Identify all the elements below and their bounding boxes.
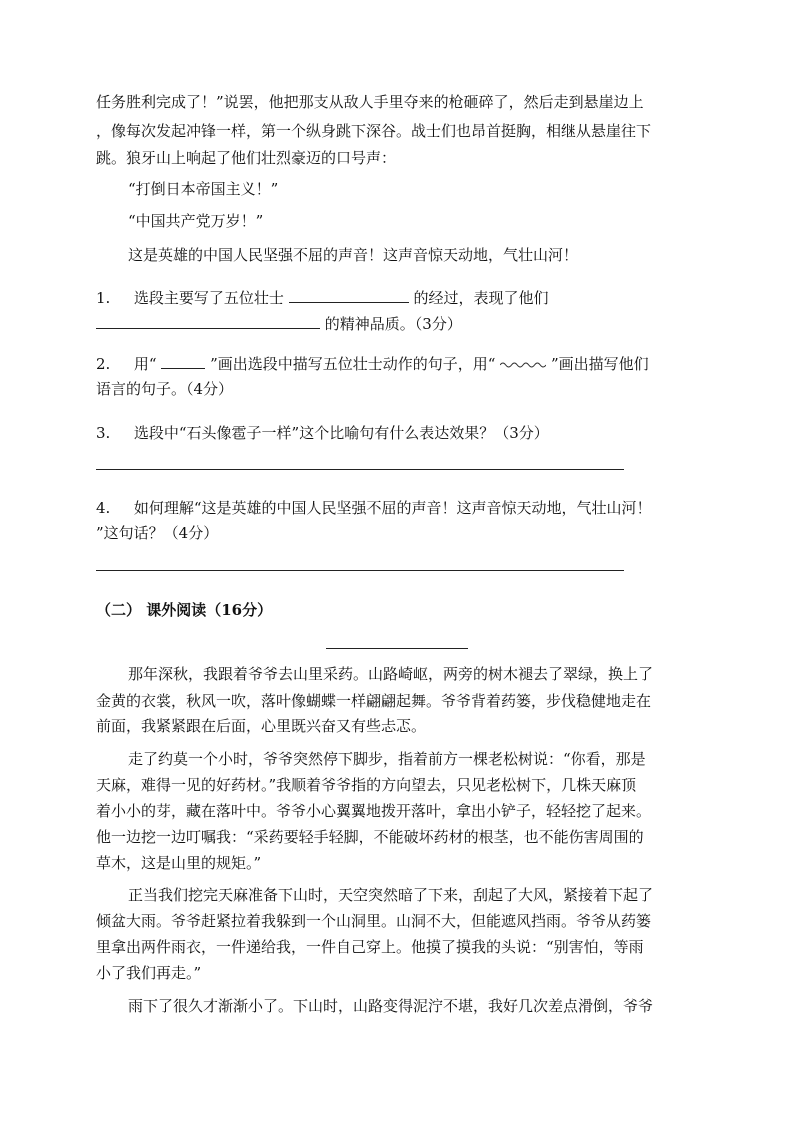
passage2-line: 天麻，难得一见的好药材。”我顺着爷爷指的方向望去，只见老松树下，几株天麻顶: [96, 776, 637, 794]
question-1: [96, 286, 696, 310]
title-blank[interactable]: [326, 648, 468, 649]
answer-blank[interactable]: [96, 314, 320, 329]
passage1-line: ，像每次发起冲锋一样，第一个纵身跳下深谷。战士们也昂首挺胸，相继从悬崖往下: [96, 122, 652, 140]
wavy-line-sample: [500, 359, 546, 369]
question-number: 1.: [96, 289, 111, 307]
passage1-line: 跳。狼牙山上响起了他们壮烈豪迈的口号声：: [96, 149, 397, 167]
passage2-line: 前面，我紧紧跟在后面，心里既兴奋又有些忐忑。: [96, 717, 427, 735]
question-1-cont: [96, 312, 696, 336]
question-4-cont: ”这句话？（4分）: [96, 524, 219, 542]
passage2-line: 正当我们挖完天麻准备下山时，天空突然暗了下来，刮起了大风，紧接着下起了: [128, 886, 654, 904]
question-text: 选段中“石头像雹子一样”这个比喻句有什么表达效果？（3分）: [133, 424, 549, 442]
passage2-line: 倾盆大雨。爷爷赶紧拉着我躲到一个山洞里。山洞不大，但能遮风挡雨。爷爷从药篓: [96, 912, 652, 930]
passage2-line: 走了约莫一个小时，爷爷突然停下脚步，指着前方一棵老松树说：“你看，那是: [128, 750, 646, 768]
question-text: ”画出描写他们: [551, 355, 649, 373]
question-number: 4.: [96, 499, 111, 517]
passage2-line: 雨下了很久才渐渐小了。下山时，山路变得泥泞不堪，我好几次差点滑倒，爷爷: [128, 997, 654, 1015]
question-2: [96, 352, 696, 376]
question-number: 3.: [96, 424, 111, 442]
question-3: [96, 421, 696, 445]
question-text: 如何理解“这是英雄的中国人民坚强不屈的声音！这声音惊天动地，气壮山河！: [133, 499, 652, 517]
passage2-line: 里拿出两件雨衣，一件递给我，一件自己穿上。他摸了摸我的头说：“别害怕，等雨: [96, 938, 644, 956]
passage1-closing: 这是英雄的中国人民坚强不屈的声音！这声音惊天动地，气壮山河！: [128, 246, 579, 264]
question-text: ”画出选段中描写五位壮士动作的句子，用“: [210, 355, 496, 373]
answer-line[interactable]: [96, 570, 624, 571]
passage2-line: 着小小的芽，藏在落叶中。爷爷小心翼翼地拨开落叶，拿出小铲子，轻轻挖了起来。: [96, 802, 652, 820]
question-text: 的精神品质。（3分）: [324, 315, 462, 333]
slogan-line: “打倒日本帝国主义！”: [128, 180, 279, 198]
passage2-line: 草木，这是山里的规矩。”: [96, 854, 262, 872]
passage1-line: 任务胜利完成了！”说罢，他把那支从敌人手里夺来的枪砸碎了，然后走到悬崖边上: [96, 93, 644, 111]
passage2-line: 金黄的衣裳，秋风一吹，落叶像蝴蝶一样翩翩起舞。爷爷背着药篓，步伐稳健地走在: [96, 692, 652, 710]
passage2-line: 那年深秋，我跟着爷爷去山里采药。山路崎岖，两旁的树木褪去了翠绿，换上了: [128, 665, 654, 683]
passage2-line: 他一边挖一边叮嘱我：“采药要轻手轻脚，不能破坏药材的根茎，也不能伤害周围的: [96, 828, 644, 846]
question-4: [96, 496, 696, 520]
straight-line-sample: [161, 354, 205, 369]
question-text: 的经过，表现了他们: [413, 289, 549, 307]
answer-blank[interactable]: [289, 288, 409, 303]
passage2-line: 小了我们再走。”: [96, 964, 202, 982]
question-2-cont: 语言的句子。（4分）: [96, 380, 234, 398]
question-text: 选段主要写了五位壮士: [133, 289, 284, 307]
question-text: 用“: [133, 355, 157, 373]
slogan-line: “中国共产党万岁！”: [128, 212, 264, 230]
question-number: 2.: [96, 355, 111, 373]
section-heading: （二） 课外阅读（16分）: [96, 601, 273, 619]
answer-line[interactable]: [96, 469, 624, 470]
